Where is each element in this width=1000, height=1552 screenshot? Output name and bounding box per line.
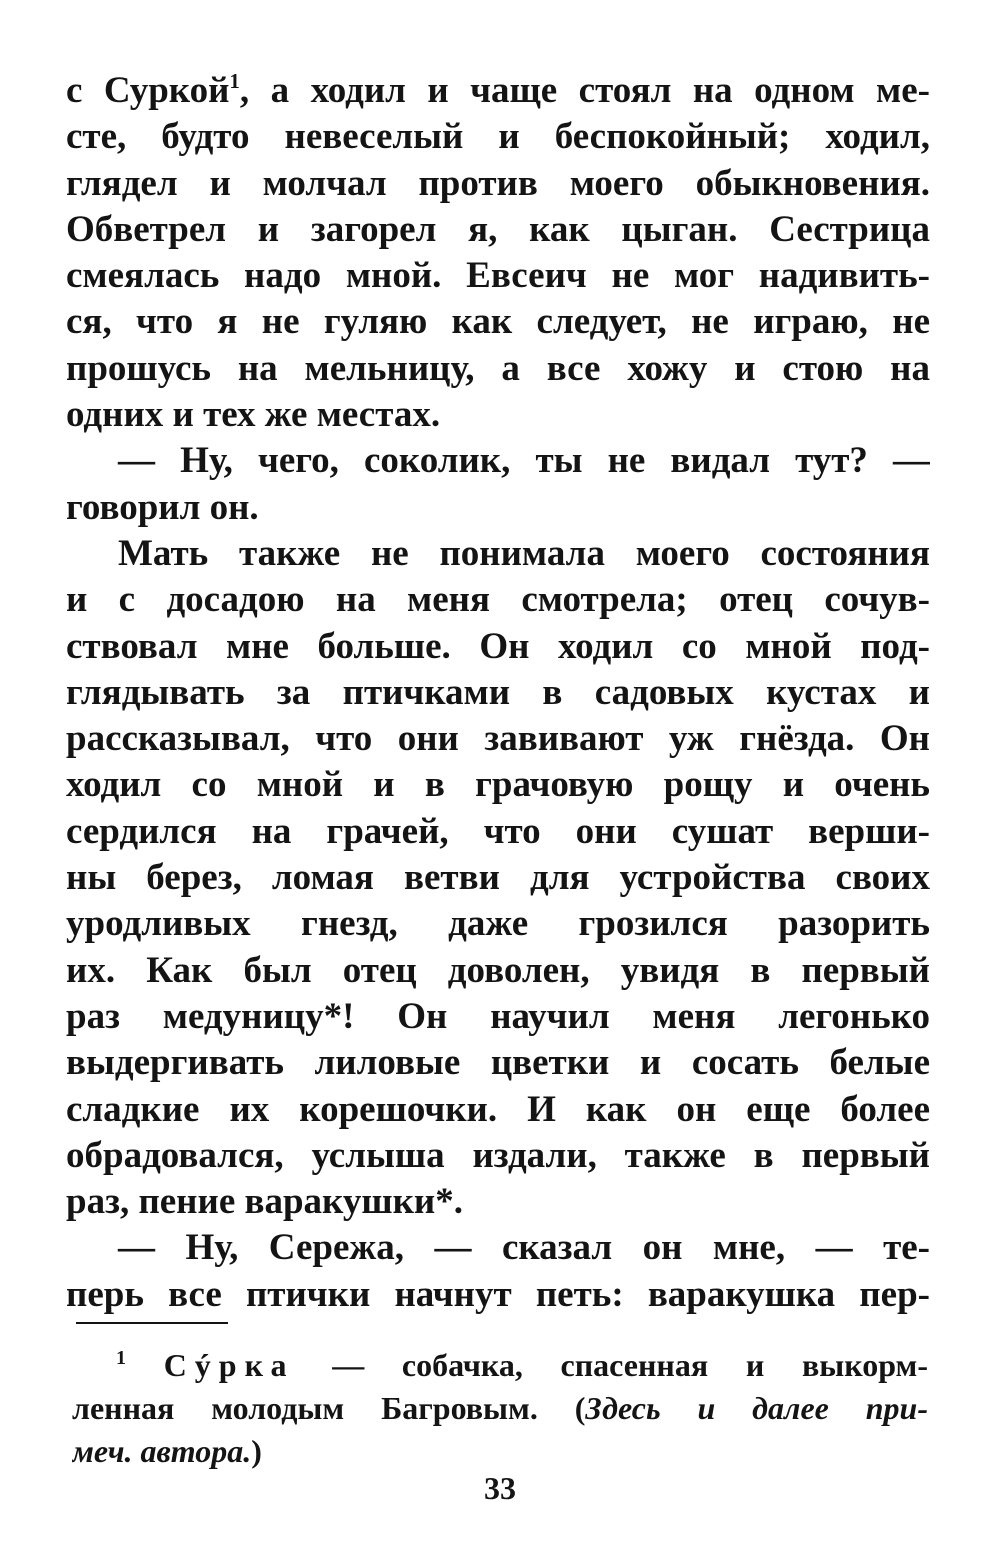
text-line-15: рассказывал, что они завивают уж гнёзда. Он [66, 718, 930, 760]
footnote-marker: 1 [116, 1347, 126, 1369]
page-body [66, 68, 930, 1318]
text-line-11: Мать также не понимала моего состояния [118, 532, 930, 574]
text-line-18: ны берез, ломая ветви для устройства своих [66, 857, 930, 899]
text-line-9: — Ну, чего, соколик, ты не видал тут? — [118, 440, 930, 482]
text-line-27: перь все птички начнут петь: варакушка пер- [66, 1273, 930, 1315]
text-line-8: одних и тех же местах. [66, 394, 441, 436]
footnote-line-1-text: — собачка, спасенная и выкорм- [294, 1347, 928, 1383]
text-line-14: глядывать за птичками в садовых кустах и [66, 671, 930, 713]
footnote-reference: 1 [229, 69, 240, 93]
footnote-term: Сýрка [163, 1347, 295, 1383]
text-line-1-start: с Суркой [66, 70, 230, 111]
footnote [72, 1344, 928, 1473]
text-line-13: ствовал мне больше. Он ходил со мной под- [66, 625, 930, 667]
text-line-20: их. Как был отец доволен, увидя в первый [66, 949, 930, 991]
text-line-17: сердился на грачей, что они сушат верши- [66, 810, 930, 852]
text-line-2: сте, будто невеселый и беспокойный; ходил, [66, 116, 930, 158]
text-line-21: раз медуницу*! Он научил меня легонько [66, 995, 930, 1037]
footnote-line-2 [72, 1387, 928, 1430]
text-line-10: говорил он. [66, 486, 259, 528]
text-line-1-end: , а ходил и чаще стоял на одном ме- [239, 70, 930, 111]
text-line-19: уродливых гнезд, даже грозился разорить [66, 903, 930, 945]
text-line-6: ся, что я не гуляю как следует, не играю, не [66, 301, 930, 343]
text-line-4: Обветрел и загорел я, как цыган. Сестрица [66, 208, 930, 250]
footnote-line-3 [72, 1430, 928, 1473]
text-line-1 [66, 68, 930, 114]
footnote-line-3-close: ) [251, 1433, 262, 1469]
text-line-12: и с досадою на меня смотрела; отец сочув- [66, 579, 930, 621]
text-line-7: прошусь на мельницу, а все хожу и стою на [66, 347, 930, 389]
text-line-16: ходил со мной и в грачовую рощу и очень [66, 764, 930, 806]
text-line-26: — Ну, Сережа, — сказал он мне, — те- [118, 1227, 930, 1269]
page-number: 33 [484, 1470, 516, 1506]
footnote-line-1 [72, 1344, 928, 1387]
footnote-line-2-italic: Здесь и далее при- [585, 1390, 928, 1426]
text-line-5: смеялась надо мной. Евсеич не мог надивить- [66, 255, 930, 297]
text-line-24: обрадовался, услыша издали, также в первый [66, 1134, 930, 1176]
text-line-23: сладкие их корешочки. И как он еще более [66, 1088, 930, 1130]
footnote-separator [76, 1322, 228, 1324]
footnote-line-2-text: ленная молодым Багровым. ( [72, 1390, 586, 1426]
footnote-line-3-italic: меч. автора. [72, 1433, 252, 1469]
text-line-25: раз, пение варакушки*. [66, 1181, 463, 1223]
text-line-3: глядел и молчал против моего обыкновения. [66, 162, 930, 204]
text-line-22: выдергивать лиловые цветки и сосать белые [66, 1042, 930, 1084]
